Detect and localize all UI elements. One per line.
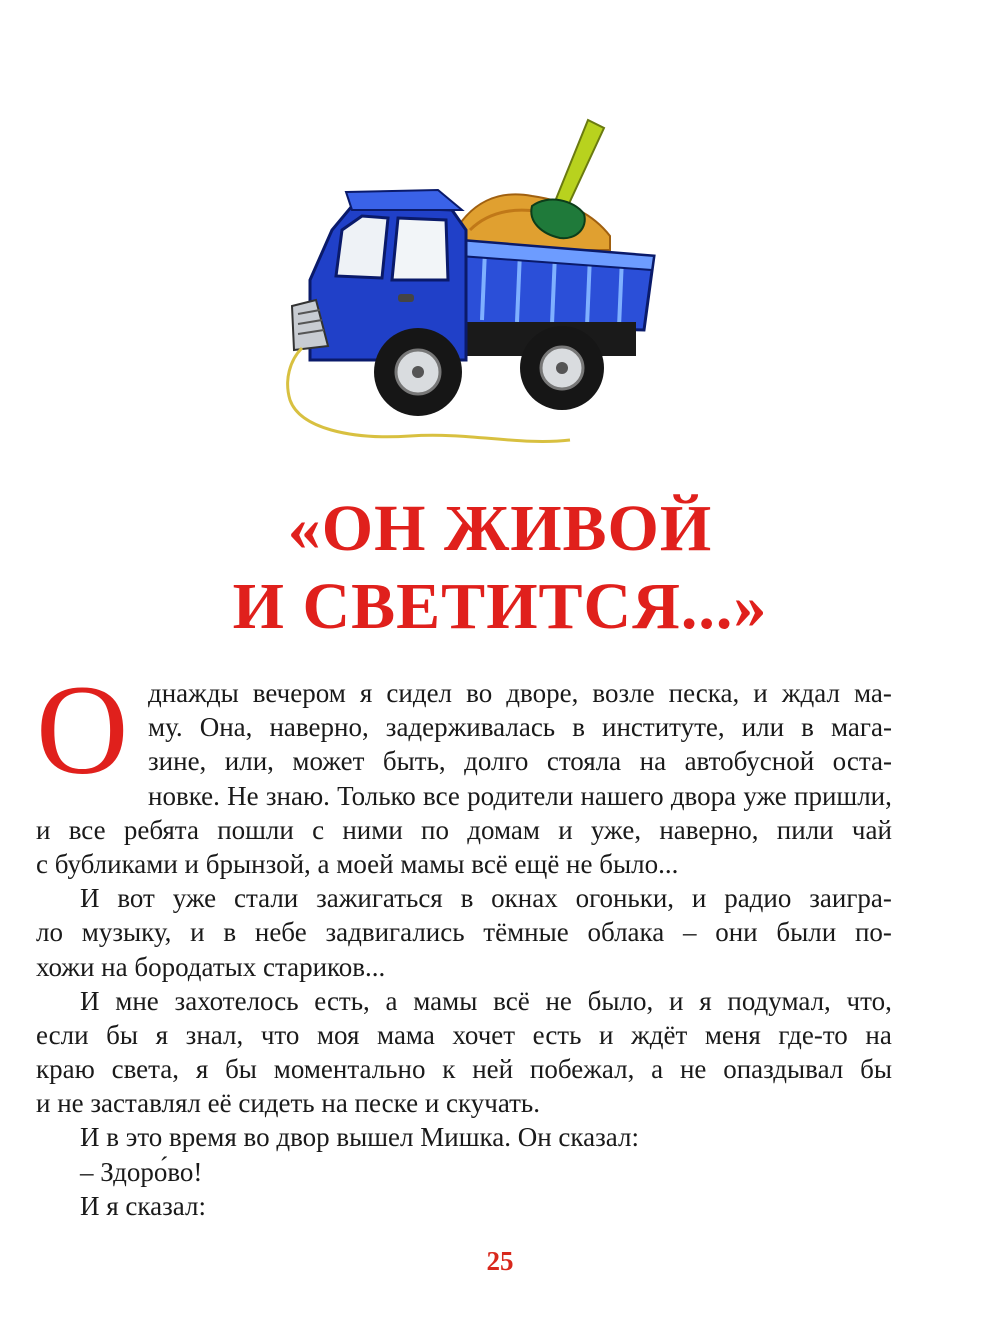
story-text <box>36 659 892 1223</box>
text-line: и не заставлял её сидеть на песке и скучать. <box>36 1088 540 1119</box>
chapter-title-line-1: «ОН ЖИВОЙ <box>287 492 713 565</box>
text-line: новке. Не знаю. Только все родители нашего двора уже пришли, <box>148 780 892 811</box>
page-number: 25 <box>486 1246 514 1276</box>
text-line: краю света, я бы моментально к ней побежал, а не опаздывал бы <box>36 1054 892 1085</box>
chapter-title <box>0 490 1000 646</box>
text-line: И мне захотелось есть, а мамы всё не было, и я подумал, что, <box>80 985 892 1016</box>
chapter-title-line-2: И СВЕТИТСЯ...» <box>232 570 768 643</box>
text-line: с бубликами и брынзой, а моей мамы всё ещё не было... <box>36 848 679 879</box>
text-line: И вот уже стали зажигаться в окнах огоньки, и радио заигра- <box>80 883 892 914</box>
text-line: зине, или, может быть, долго стояла на автобусной оста- <box>148 746 892 777</box>
text-line: – Здоро́во! <box>80 1156 203 1187</box>
text-line: И в это время во двор вышел Мишка. Он сказал: <box>80 1122 639 1153</box>
text-line: если бы я знал, что моя мама хочет есть и ждёт меня где-то на <box>36 1019 892 1050</box>
text-line: И я сказал: <box>80 1190 206 1221</box>
dump-truck-illustration <box>270 110 670 460</box>
text-line: ло музыку, и в небе задвигались тёмные облака – они были по- <box>36 917 892 948</box>
text-line: днажды вечером я сидел во дворе, возле песка, и ждал ма- <box>148 678 892 708</box>
text-line: му. Она, наверно, задерживалась в институте, или в мага- <box>148 712 892 743</box>
text-line: и все ребята пошли с ними по домам и уже, наверно, пили чай <box>36 814 892 845</box>
drop-cap-letter: О <box>36 659 129 801</box>
text-line: хожи на бородатых стариков... <box>36 951 386 982</box>
